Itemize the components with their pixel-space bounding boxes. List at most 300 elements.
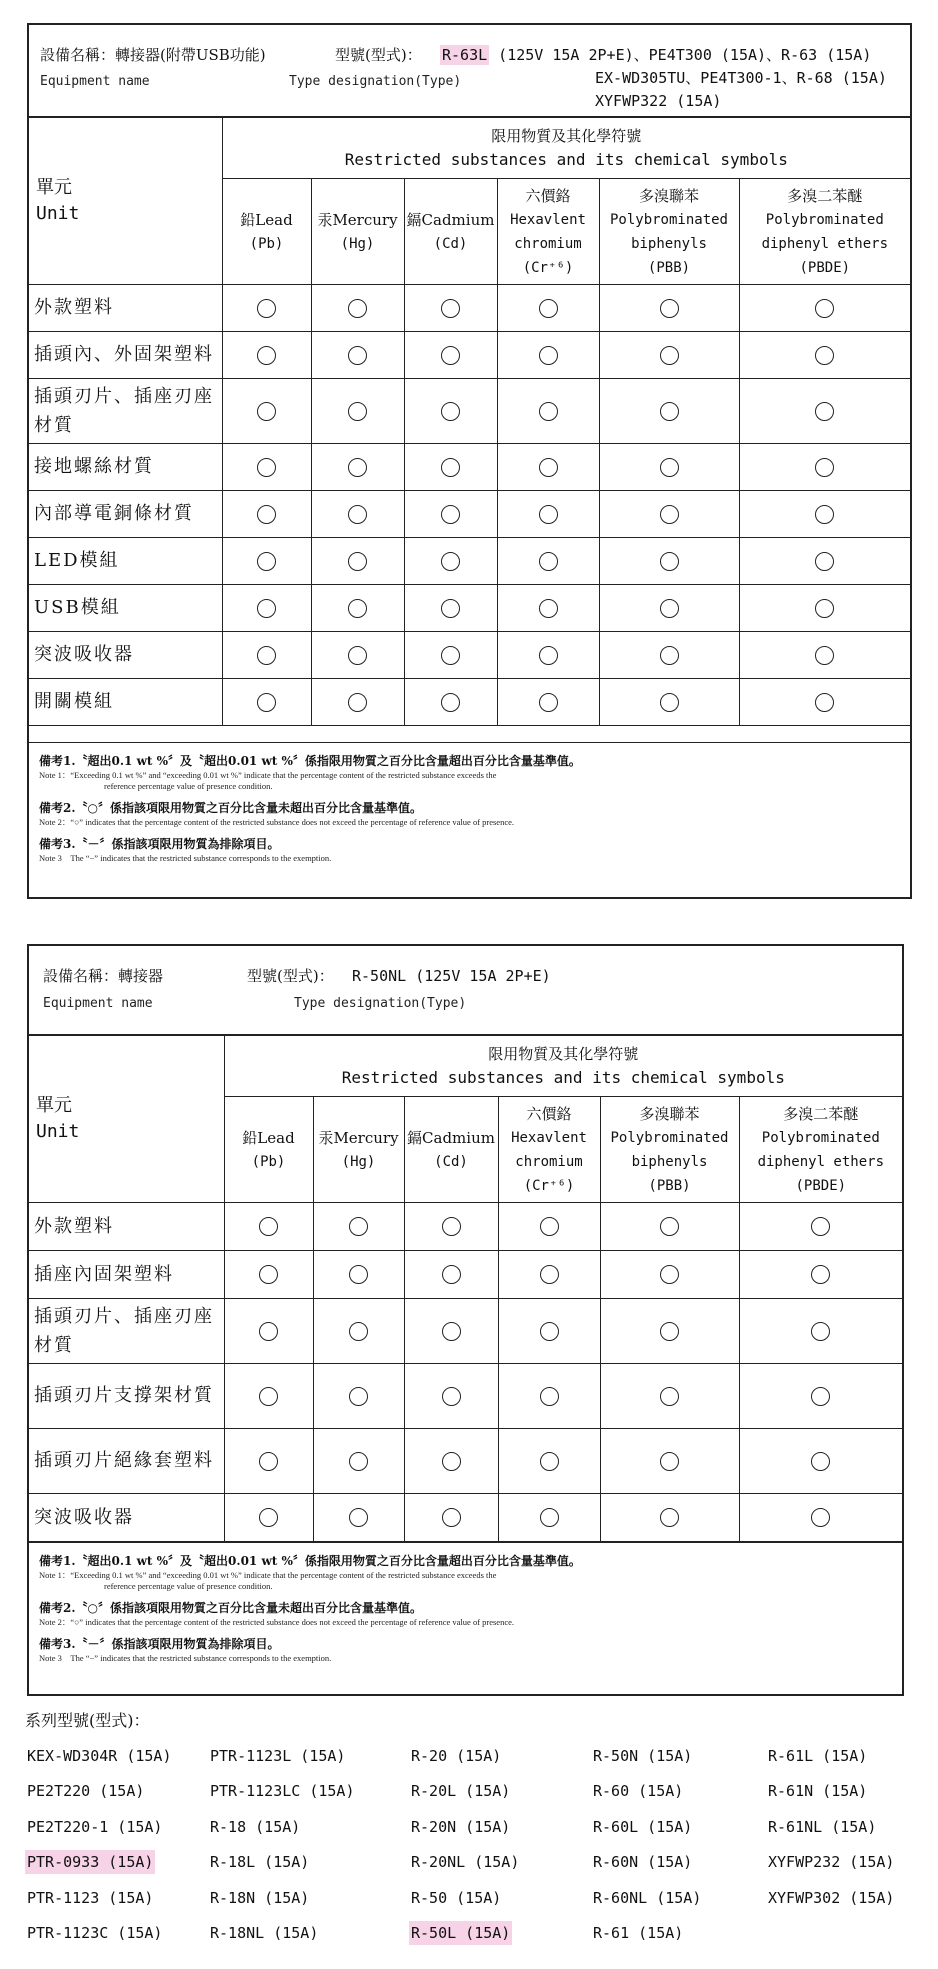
circle-icon bbox=[660, 646, 679, 665]
note-2 bbox=[39, 1600, 902, 1628]
substance-lead: 鉛Lead (Pb) bbox=[224, 1096, 313, 1202]
series-model-label: R-60NL (15A) bbox=[593, 1888, 702, 1907]
compliance-cell bbox=[404, 1363, 498, 1428]
series-model-label: PTR-1123C (15A) bbox=[27, 1924, 163, 1943]
compliance-cell bbox=[600, 1428, 739, 1493]
notes-section bbox=[29, 1542, 902, 1694]
circle-icon bbox=[257, 299, 276, 318]
circle-icon bbox=[348, 299, 367, 318]
compliance-cell bbox=[224, 1363, 313, 1428]
row-label: USB模組 bbox=[29, 584, 222, 631]
circle-icon bbox=[257, 599, 276, 618]
note-text-en: Note 1：“Exceeding 0.1 wt %” and “exceeding 0.01 wt %” indicate that the percentage content of the restricted substance exceeds the reference percentage value of presence condition. bbox=[39, 1570, 497, 1591]
compliance-cell bbox=[404, 490, 497, 537]
circle-icon bbox=[257, 693, 276, 712]
circle-icon bbox=[660, 1322, 679, 1341]
series-model-label: PTR-1123L (15A) bbox=[210, 1746, 346, 1765]
series-model-label: R-18L (15A) bbox=[210, 1853, 310, 1872]
note-1 bbox=[39, 1553, 902, 1592]
circle-icon bbox=[441, 693, 460, 712]
circle-icon bbox=[540, 1217, 559, 1236]
rohs-declaration-table-2 bbox=[27, 944, 904, 1696]
compliance-cell bbox=[739, 1428, 902, 1493]
series-model-label: R-20 (15A) bbox=[411, 1746, 502, 1765]
restricted-substances-header: 限用物質及其化學符號 Restricted substances and its chemical symbols bbox=[222, 118, 910, 178]
table-header bbox=[29, 25, 910, 118]
compliance-cell bbox=[599, 331, 739, 378]
compliance-cell bbox=[311, 537, 404, 584]
row-label: 外款塑料 bbox=[29, 1202, 224, 1250]
compliance-cell bbox=[497, 678, 599, 725]
compliance-cell bbox=[739, 284, 910, 331]
equipment-name-en: Equipment name bbox=[40, 74, 150, 89]
series-model-item bbox=[591, 1916, 766, 1952]
compliance-cell bbox=[404, 1493, 498, 1541]
compliance-cell bbox=[739, 1250, 902, 1298]
series-model-label: R-50 (15A) bbox=[411, 1888, 502, 1907]
circle-icon bbox=[660, 1452, 679, 1471]
unit-header: 單元 Unit bbox=[29, 1036, 224, 1202]
note-3 bbox=[39, 1636, 902, 1664]
compliance-cell bbox=[599, 678, 739, 725]
series-title: 系列型號(型式)： bbox=[25, 1711, 150, 1730]
series-model-item bbox=[591, 1774, 766, 1810]
compliance-cell bbox=[599, 631, 739, 678]
circle-icon bbox=[257, 505, 276, 524]
circle-icon bbox=[660, 1217, 679, 1236]
circle-icon bbox=[660, 599, 679, 618]
table-row bbox=[29, 284, 910, 331]
circle-icon bbox=[539, 505, 558, 524]
row-label: LED模組 bbox=[29, 537, 222, 584]
compliance-cell bbox=[222, 678, 311, 725]
substance-table bbox=[29, 118, 910, 726]
circle-icon bbox=[442, 1387, 461, 1406]
note-text-en: Note 3 The “−” indicates that the restricted substance corresponds to the exemption. bbox=[39, 853, 332, 863]
circle-icon bbox=[257, 552, 276, 571]
compliance-cell bbox=[311, 631, 404, 678]
substance-mercury: 汞Mercury (Hg) bbox=[313, 1096, 404, 1202]
series-model-item bbox=[591, 1880, 766, 1916]
compliance-cell bbox=[222, 631, 311, 678]
compliance-cell bbox=[739, 490, 910, 537]
circle-icon bbox=[539, 402, 558, 421]
circle-icon bbox=[349, 1322, 368, 1341]
circle-icon bbox=[811, 1452, 830, 1471]
table-header bbox=[29, 946, 902, 1036]
compliance-cell bbox=[404, 378, 497, 443]
series-model-label: R-18N (15A) bbox=[210, 1888, 310, 1907]
type-designation-en: Type designation(Type) bbox=[294, 996, 467, 1011]
circle-icon bbox=[441, 599, 460, 618]
table-row bbox=[29, 1428, 902, 1493]
compliance-cell bbox=[498, 1298, 600, 1363]
circle-icon bbox=[815, 693, 834, 712]
note-text-zh: 備考3.〝－〞係指該項限用物質為排除項目。 bbox=[39, 1637, 280, 1651]
table-row bbox=[29, 1250, 902, 1298]
circle-icon bbox=[441, 346, 460, 365]
circle-icon bbox=[539, 458, 558, 477]
compliance-cell bbox=[739, 331, 910, 378]
compliance-cell bbox=[311, 443, 404, 490]
circle-icon bbox=[257, 646, 276, 665]
row-label: 突波吸收器 bbox=[29, 1493, 224, 1541]
compliance-cell bbox=[739, 1493, 902, 1541]
compliance-cell bbox=[498, 1202, 600, 1250]
series-model-label: R-61L (15A) bbox=[768, 1746, 868, 1765]
row-label: 內部導電銅條材質 bbox=[29, 490, 222, 537]
compliance-cell bbox=[739, 1298, 902, 1363]
substance-pbb: 多溴聯苯 Polybrominated biphenyls (PBB) bbox=[600, 1096, 739, 1202]
circle-icon bbox=[815, 299, 834, 318]
circle-icon bbox=[257, 402, 276, 421]
table-row bbox=[29, 631, 910, 678]
circle-icon bbox=[441, 299, 460, 318]
compliance-cell bbox=[404, 1298, 498, 1363]
compliance-cell bbox=[311, 331, 404, 378]
table-row bbox=[29, 1202, 902, 1250]
circle-icon bbox=[660, 693, 679, 712]
compliance-cell bbox=[404, 584, 497, 631]
compliance-cell bbox=[498, 1428, 600, 1493]
row-label: 開關模組 bbox=[29, 678, 222, 725]
series-model-label: R-18NL (15A) bbox=[210, 1924, 319, 1943]
compliance-cell bbox=[739, 537, 910, 584]
circle-icon bbox=[349, 1508, 368, 1527]
type-designation-label: 型號(型式)： bbox=[335, 46, 422, 64]
circle-icon bbox=[660, 1508, 679, 1527]
compliance-cell bbox=[600, 1298, 739, 1363]
circle-icon bbox=[348, 458, 367, 477]
series-model-item bbox=[766, 1809, 906, 1845]
notes-section bbox=[29, 742, 910, 897]
series-model-label: PTR-0933 (15A) bbox=[25, 1850, 155, 1874]
series-model-item bbox=[25, 1774, 208, 1810]
type-designation-label: 型號(型式)： bbox=[247, 967, 334, 985]
series-model-item bbox=[766, 1880, 906, 1916]
circle-icon bbox=[540, 1265, 559, 1284]
restricted-substances-header: 限用物質及其化學符號 Restricted substances and its chemical symbols bbox=[224, 1036, 902, 1096]
compliance-cell bbox=[497, 331, 599, 378]
circle-icon bbox=[441, 458, 460, 477]
compliance-cell bbox=[311, 490, 404, 537]
circle-icon bbox=[259, 1217, 278, 1236]
circle-icon bbox=[441, 402, 460, 421]
series-model-label: PTR-1123 (15A) bbox=[27, 1888, 154, 1907]
compliance-cell bbox=[404, 331, 497, 378]
circle-icon bbox=[441, 552, 460, 571]
series-model-label: XYFWP232 (15A) bbox=[768, 1853, 895, 1872]
circle-icon bbox=[348, 402, 367, 421]
series-model-item bbox=[766, 1916, 906, 1952]
row-label: 插座內固架塑料 bbox=[29, 1250, 224, 1298]
compliance-cell bbox=[599, 584, 739, 631]
compliance-cell bbox=[497, 490, 599, 537]
table-row bbox=[29, 584, 910, 631]
circle-icon bbox=[259, 1508, 278, 1527]
compliance-cell bbox=[739, 443, 910, 490]
substance-rows bbox=[29, 284, 910, 725]
substance-mercury: 汞Mercury (Hg) bbox=[311, 178, 404, 284]
compliance-cell bbox=[224, 1250, 313, 1298]
compliance-cell bbox=[600, 1250, 739, 1298]
rohs-declaration-table-1 bbox=[27, 23, 912, 899]
series-model-label: R-50N (15A) bbox=[593, 1746, 693, 1765]
compliance-cell bbox=[311, 378, 404, 443]
row-label: 突波吸收器 bbox=[29, 631, 222, 678]
circle-icon bbox=[348, 599, 367, 618]
compliance-cell bbox=[404, 1202, 498, 1250]
circle-icon bbox=[815, 505, 834, 524]
compliance-cell bbox=[599, 284, 739, 331]
series-model-label: R-18 (15A) bbox=[210, 1817, 301, 1836]
circle-icon bbox=[348, 646, 367, 665]
note-text-zh: 備考3.〝－〞係指該項限用物質為排除項目。 bbox=[39, 837, 280, 851]
compliance-cell bbox=[224, 1202, 313, 1250]
note-3 bbox=[39, 836, 910, 864]
circle-icon bbox=[539, 299, 558, 318]
substance-pbde: 多溴二苯醚 Polybrominated diphenyl ethers (PBDE) bbox=[739, 1096, 902, 1202]
compliance-cell bbox=[599, 537, 739, 584]
row-label: 接地螺絲材質 bbox=[29, 443, 222, 490]
substance-rows bbox=[29, 1202, 902, 1541]
circle-icon bbox=[660, 458, 679, 477]
compliance-cell bbox=[404, 631, 497, 678]
compliance-cell bbox=[600, 1202, 739, 1250]
note-text-zh: 備考2.〝○〞係指該項限用物質之百分比含量未超出百分比含量基準值。 bbox=[39, 1601, 423, 1615]
compliance-cell bbox=[313, 1202, 404, 1250]
compliance-cell bbox=[224, 1493, 313, 1541]
series-model-item bbox=[591, 1845, 766, 1881]
compliance-cell bbox=[739, 584, 910, 631]
substance-pbb: 多溴聯苯 Polybrominated biphenyls (PBB) bbox=[599, 178, 739, 284]
series-model-item bbox=[208, 1809, 409, 1845]
series-model-item bbox=[591, 1738, 766, 1774]
note-1 bbox=[39, 753, 910, 792]
series-model-item bbox=[409, 1809, 591, 1845]
compliance-cell bbox=[497, 584, 599, 631]
series-model-item bbox=[25, 1809, 208, 1845]
circle-icon bbox=[348, 693, 367, 712]
row-label: 插頭刃片支撐架材質 bbox=[29, 1363, 224, 1428]
series-model-item bbox=[766, 1845, 906, 1881]
note-text-zh: 備考1.〝超出0.1 wt %〞及〝超出0.01 wt %〞係指限用物質之百分比含量超出百分比含量基準值。 bbox=[39, 754, 581, 768]
circle-icon bbox=[349, 1265, 368, 1284]
series-model-item bbox=[25, 1880, 208, 1916]
type-models-line1: R-63L (125V 15A 2P+E)、PE4T300 (15A)、R-63 (15A) bbox=[442, 46, 872, 64]
series-model-item bbox=[208, 1916, 409, 1952]
table-row bbox=[29, 490, 910, 537]
circle-icon bbox=[660, 402, 679, 421]
series-model-item bbox=[409, 1774, 591, 1810]
series-model-grid bbox=[25, 1738, 905, 1951]
circle-icon bbox=[539, 552, 558, 571]
circle-icon bbox=[811, 1217, 830, 1236]
circle-icon bbox=[259, 1387, 278, 1406]
series-model-label: R-61N (15A) bbox=[768, 1782, 868, 1801]
compliance-cell bbox=[224, 1298, 313, 1363]
row-label: 插頭刃片、插座刃座材質 bbox=[29, 378, 222, 443]
circle-icon bbox=[811, 1387, 830, 1406]
series-model-label: KEX-WD304R (15A) bbox=[27, 1746, 172, 1765]
compliance-cell bbox=[497, 284, 599, 331]
compliance-cell bbox=[311, 584, 404, 631]
compliance-cell bbox=[222, 378, 311, 443]
circle-icon bbox=[348, 505, 367, 524]
circle-icon bbox=[660, 505, 679, 524]
series-model-label: R-60L (15A) bbox=[593, 1817, 693, 1836]
circle-icon bbox=[442, 1322, 461, 1341]
equipment-name: 設備名稱：轉接器(附帶USB功能) bbox=[40, 46, 266, 64]
circle-icon bbox=[348, 552, 367, 571]
circle-icon bbox=[442, 1265, 461, 1284]
compliance-cell bbox=[313, 1250, 404, 1298]
compliance-cell bbox=[498, 1250, 600, 1298]
circle-icon bbox=[441, 505, 460, 524]
substance-pbde: 多溴二苯醚 Polybrominated diphenyl ethers (PBDE) bbox=[739, 178, 910, 284]
circle-icon bbox=[539, 346, 558, 365]
compliance-cell bbox=[313, 1493, 404, 1541]
table-row bbox=[29, 443, 910, 490]
circle-icon bbox=[815, 646, 834, 665]
circle-icon bbox=[811, 1508, 830, 1527]
circle-icon bbox=[349, 1217, 368, 1236]
series-model-item bbox=[208, 1845, 409, 1881]
circle-icon bbox=[441, 646, 460, 665]
substance-chromium: 六價鉻 Hexavlent chromium (Cr⁺⁶) bbox=[498, 1096, 600, 1202]
compliance-cell bbox=[498, 1493, 600, 1541]
substance-table bbox=[29, 1036, 902, 1542]
circle-icon bbox=[259, 1265, 278, 1284]
table-row bbox=[29, 1298, 902, 1363]
series-models bbox=[25, 1708, 905, 1951]
circle-icon bbox=[660, 1387, 679, 1406]
compliance-cell bbox=[600, 1363, 739, 1428]
circle-icon bbox=[815, 346, 834, 365]
substance-cadmium: 鎘Cadmium (Cd) bbox=[404, 1096, 498, 1202]
compliance-cell bbox=[222, 584, 311, 631]
note-2 bbox=[39, 800, 910, 828]
type-models-line2: EX-WD305TU、PE4T300-1、R-68 (15A) bbox=[595, 69, 887, 87]
circle-icon bbox=[349, 1452, 368, 1471]
circle-icon bbox=[660, 346, 679, 365]
series-model-label: R-60 (15A) bbox=[593, 1782, 684, 1801]
series-model-item bbox=[25, 1916, 208, 1952]
note-text-zh: 備考2.〝○〞係指該項限用物質之百分比含量未超出百分比含量基準值。 bbox=[39, 801, 423, 815]
compliance-cell bbox=[497, 443, 599, 490]
circle-icon bbox=[257, 346, 276, 365]
circle-icon bbox=[442, 1217, 461, 1236]
series-model-label: R-50L (15A) bbox=[409, 1921, 512, 1945]
circle-icon bbox=[540, 1452, 559, 1471]
highlighted-model: R-63L bbox=[442, 46, 488, 64]
circle-icon bbox=[540, 1322, 559, 1341]
series-model-item bbox=[591, 1809, 766, 1845]
equipment-name: 設備名稱：轉接器 bbox=[43, 967, 164, 985]
compliance-cell bbox=[739, 631, 910, 678]
compliance-cell bbox=[222, 490, 311, 537]
circle-icon bbox=[811, 1265, 830, 1284]
circle-icon bbox=[259, 1452, 278, 1471]
substance-lead: 鉛Lead (Pb) bbox=[222, 178, 311, 284]
circle-icon bbox=[442, 1508, 461, 1527]
circle-icon bbox=[259, 1322, 278, 1341]
circle-icon bbox=[539, 693, 558, 712]
compliance-cell bbox=[311, 678, 404, 725]
compliance-cell bbox=[497, 378, 599, 443]
compliance-cell bbox=[222, 537, 311, 584]
compliance-cell bbox=[497, 631, 599, 678]
note-text-en: Note 2：“○” indicates that the percentage content of the restricted substance does not exceed the percentage of reference value of presence. bbox=[39, 1617, 514, 1627]
series-model-label: R-60N (15A) bbox=[593, 1853, 693, 1872]
note-text-en: Note 2：“○” indicates that the percentage content of the restricted substance does not exceed the percentage of reference value of presence. bbox=[39, 817, 514, 827]
type-models-line1: R-50NL (125V 15A 2P+E) bbox=[352, 967, 551, 985]
circle-icon bbox=[815, 552, 834, 571]
compliance-cell bbox=[739, 1363, 902, 1428]
note-text-en: Note 3 The “−” indicates that the restricted substance corresponds to the exemption. bbox=[39, 1653, 332, 1663]
circle-icon bbox=[349, 1387, 368, 1406]
substance-cadmium: 鎘Cadmium (Cd) bbox=[404, 178, 497, 284]
compliance-cell bbox=[404, 443, 497, 490]
table-row bbox=[29, 378, 910, 443]
circle-icon bbox=[660, 552, 679, 571]
series-model-label: R-20NL (15A) bbox=[411, 1853, 520, 1872]
type-designation-en: Type designation(Type) bbox=[289, 74, 462, 89]
substance-chromium: 六價鉻 Hexavlent chromium (Cr⁺⁶) bbox=[497, 178, 599, 284]
circle-icon bbox=[815, 458, 834, 477]
circle-icon bbox=[540, 1508, 559, 1527]
circle-icon bbox=[539, 599, 558, 618]
circle-icon bbox=[442, 1452, 461, 1471]
table-row bbox=[29, 331, 910, 378]
compliance-cell bbox=[222, 331, 311, 378]
circle-icon bbox=[815, 599, 834, 618]
compliance-cell bbox=[404, 1428, 498, 1493]
series-model-label: R-61 (15A) bbox=[593, 1924, 684, 1943]
series-model-item bbox=[409, 1738, 591, 1774]
circle-icon bbox=[660, 1265, 679, 1284]
series-model-item bbox=[409, 1916, 591, 1952]
compliance-cell bbox=[311, 284, 404, 331]
circle-icon bbox=[660, 299, 679, 318]
compliance-cell bbox=[497, 537, 599, 584]
series-model-item bbox=[208, 1774, 409, 1810]
series-model-item bbox=[208, 1738, 409, 1774]
row-label: 插頭刃片、插座刃座材質 bbox=[29, 1298, 224, 1363]
compliance-cell bbox=[498, 1363, 600, 1428]
circle-icon bbox=[348, 346, 367, 365]
series-model-label: PTR-1123LC (15A) bbox=[210, 1782, 355, 1801]
circle-icon bbox=[815, 402, 834, 421]
note-text-zh: 備考1.〝超出0.1 wt %〞及〝超出0.01 wt %〞係指限用物質之百分比含量超出百分比含量基準值。 bbox=[39, 1554, 581, 1568]
unit-header: 單元 Unit bbox=[29, 118, 222, 284]
series-model-label: PE2T220-1 (15A) bbox=[27, 1817, 163, 1836]
series-model-label: PE2T220 (15A) bbox=[27, 1782, 145, 1801]
table-row bbox=[29, 1363, 902, 1428]
type-models-line3: XYFWP322 (15A) bbox=[595, 92, 722, 110]
compliance-cell bbox=[313, 1363, 404, 1428]
series-model-item bbox=[208, 1880, 409, 1916]
compliance-cell bbox=[222, 443, 311, 490]
compliance-cell bbox=[739, 678, 910, 725]
circle-icon bbox=[540, 1387, 559, 1406]
series-model-label: R-20N (15A) bbox=[411, 1817, 511, 1836]
compliance-cell bbox=[404, 537, 497, 584]
series-model-label: R-20L (15A) bbox=[411, 1782, 511, 1801]
compliance-cell bbox=[404, 678, 497, 725]
compliance-cell bbox=[404, 1250, 498, 1298]
series-model-item bbox=[409, 1880, 591, 1916]
